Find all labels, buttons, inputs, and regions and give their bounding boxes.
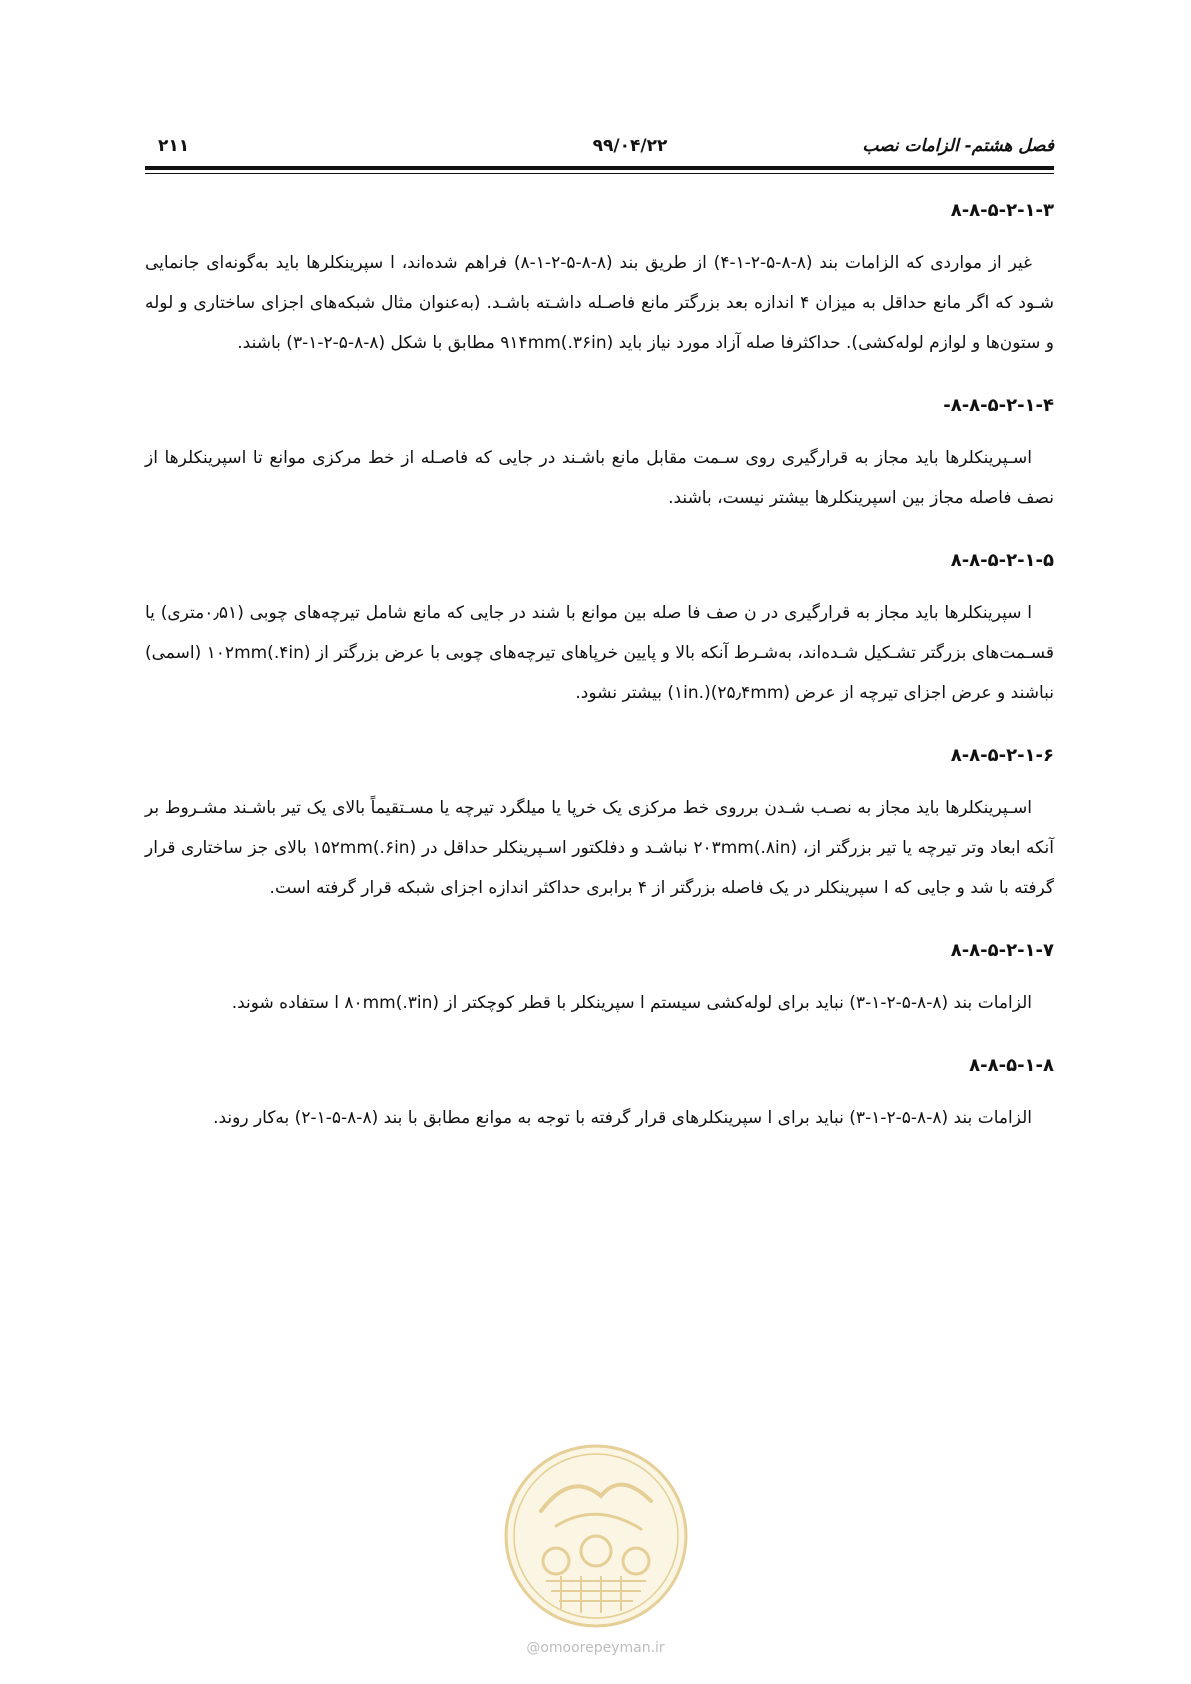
clause-text: اسـپرینکلرها باید مجاز به قرارگیری روی سـمت مقابل مانع باشـند در جایی که فاصـله از خط مرکزی موانع تا اسپرینکلرها از نصف فاصله مجاز بین اسپرینکلرها بیشتر نیست، باشند. (145, 448, 1054, 508)
clause-number: ۸-۸-۵-۱-۸ (969, 1055, 1054, 1076)
page-number: ۲۱۱ (158, 136, 190, 156)
clause-number: ۸-۸-۵-۲-۱-۳ (950, 200, 1054, 221)
chapter-title: فصل هشتم- الزامات نصب (862, 136, 1054, 156)
clause-number: ۸-۸-۵-۲-۱-۵ (950, 550, 1054, 571)
clause-text: اسـپرینکلرها باید مجاز به نصـب شـدن برروی خط مرکزی یک خرپا یا میلگرد تیرچه یا مسـتقیماً بالای یک تیر باشـند مشـروط بر آنکه ابعاد وتر تیرچه یا تیر بزرگتر از، ۲۰۳mm(.۸in) نباشـد و دفلکتور اسـپرینکلر حداقل در ۱۵۲mm(.۶in) بالای جز ساختاری قرار گرفته با شد و جایی که ا سپرینکلر در یک فاصله بزرگتر از ۴ برابری حداکثر اندازه اجزای شبکه قرار گرفته است. (145, 798, 1054, 898)
website-watermark: @omoorepeyman.ir (526, 1640, 665, 1656)
header-rule-thick (145, 166, 1054, 170)
clause-section (145, 1055, 1054, 1138)
clause-section (145, 550, 1054, 713)
document-body (145, 200, 1054, 1170)
clause-text: ا سپرینکلرها باید مجاز به قرارگیری در ن صف فا صله بین موانع با شند در جایی که مانع شامل تیرچه‌های چوبی (۰٫۵۱متری) یا قسـمت‌های بزرگتر تشـکیل شـده‌اند، به‌شـرط آنکه بالا و پایین خرپاهای تیرچه‌های چوبی با عرض بزرگتر از ۱۰۲mm(.۴in) (اسمی) نباشند و عرض اجزای تیرچه از عرض (۲۵٫۴mm)(.۱in) بیشتر نشود. (145, 603, 1055, 703)
watermark-seal-logo (501, 1441, 691, 1631)
revision-date: ۹۹/۰۴/۲۲ (592, 136, 668, 156)
clause-text: غیر از مواردی که الزامات بند (۸-۸-۵-۲-۱-۴) از طریق بند (۸-۸-۵-۲-۱-۸) فراهم شده‌اند، ا سپرینکلرها باید به‌گونه‌ای جانمایی شـود که اگر مانع حداقل به میزان ۴ اندازه بعد بزرگتر مانع فاصـله داشـته باشـد. (به‌عنوان مثال شبکه‌های اجزای ساختاری و لوله و ستون‌ها و لوازم لوله‌کشی). حداکثرفا صله آزاد مورد نیاز باید ۹۱۴mm(.۳۶in) مطابق با شکل (۸-۸-۵-۲-۱-۳) باشند. (145, 253, 1054, 353)
clause-section (145, 745, 1054, 908)
clause-text: الزامات بند (۸-۸-۵-۲-۱-۳) نباید برای ا سپرینکلرهای قرار گرفته با توجه به موانع مطابق با بند (۸-۸-۵-۱-۲) به‌کار روند. (213, 1108, 1032, 1128)
header-rule-thin (145, 173, 1054, 174)
clause-text: الزامات بند (۸-۸-۵-۲-۱-۳) نباید برای لوله‌کشی سیستم ا سپرینکلر با قطر کوچکتر از ۸۰mm(.۳in) ا ستفاده شوند. (231, 993, 1032, 1013)
clause-number: ۸-۸-۵-۲-۱-۴- (943, 395, 1054, 416)
clause-section (145, 940, 1054, 1023)
clause-number: ۸-۸-۵-۲-۱-۷ (950, 940, 1054, 961)
clause-section (145, 200, 1054, 363)
clause-section (145, 395, 1054, 518)
running-header (145, 130, 1054, 166)
clause-number: ۸-۸-۵-۲-۱-۶ (950, 745, 1054, 766)
